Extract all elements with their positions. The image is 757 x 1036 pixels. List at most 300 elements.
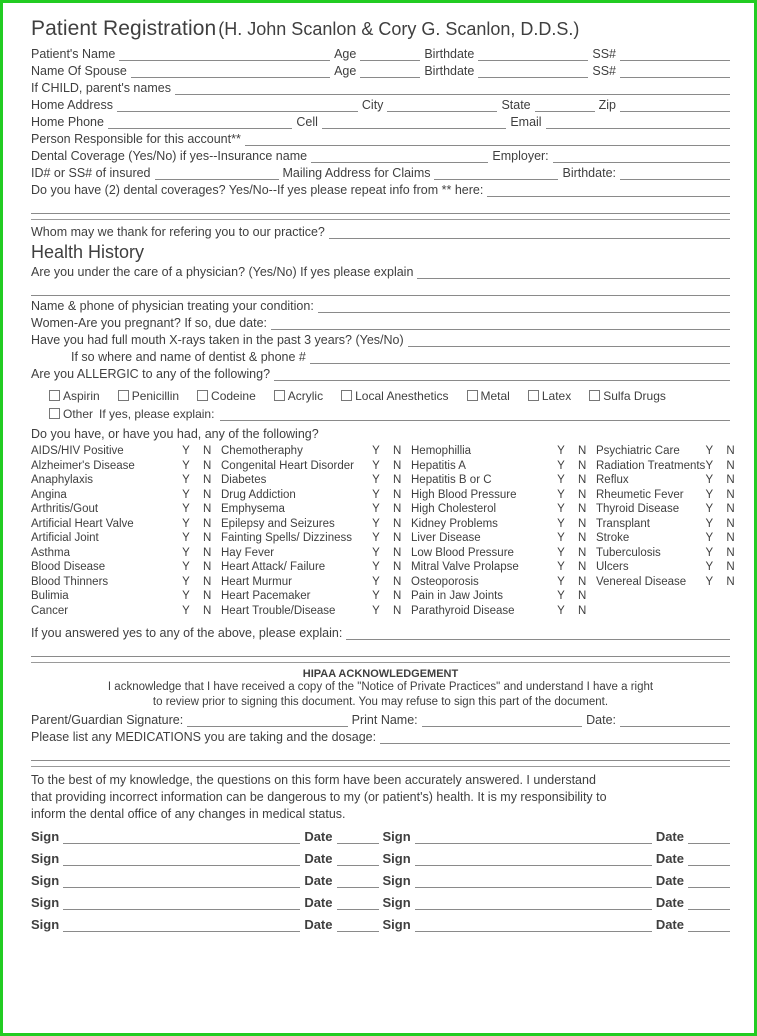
xrays-input[interactable] — [408, 333, 730, 347]
yes-option[interactable]: Y — [182, 561, 190, 573]
condition-yes-no[interactable] — [705, 517, 744, 532]
condition-row[interactable] — [221, 444, 411, 459]
ssn-input[interactable] — [620, 47, 730, 61]
condition-yes-no[interactable] — [372, 444, 411, 459]
condition-row[interactable] — [31, 560, 221, 575]
condition-yes-no[interactable] — [372, 546, 411, 561]
zip-input[interactable] — [620, 98, 730, 112]
condition-yes-no[interactable] — [557, 604, 596, 619]
condition-yes-no[interactable] — [372, 473, 411, 488]
condition-row[interactable] — [31, 502, 221, 517]
condition-row[interactable] — [31, 546, 221, 561]
condition-yes-no[interactable] — [372, 589, 411, 604]
condition-yes-no[interactable] — [182, 473, 221, 488]
yes-option[interactable]: Y — [705, 517, 714, 530]
no-option[interactable]: N — [393, 561, 402, 573]
condition-yes-no[interactable] — [372, 560, 411, 575]
home-phone-label: Home Phone — [31, 115, 104, 129]
condition-yes-no[interactable] — [182, 604, 221, 619]
condition-yes-no[interactable] — [557, 589, 596, 604]
home-phone-input[interactable] — [108, 115, 292, 129]
condition-row[interactable] — [31, 604, 221, 619]
yes-option[interactable]: Y — [557, 604, 565, 617]
physician-care-input[interactable] — [417, 265, 730, 279]
no-option[interactable]: N — [726, 517, 735, 530]
condition-name: Transplant — [596, 517, 650, 530]
checkbox-icon[interactable] — [467, 390, 478, 401]
allergy-explain-input[interactable] — [220, 407, 730, 421]
email-label: Email — [510, 115, 542, 129]
condition-row[interactable] — [596, 531, 744, 546]
age-input[interactable] — [360, 47, 420, 61]
no-option[interactable]: N — [203, 546, 212, 559]
two-coverages-input[interactable] — [487, 183, 730, 197]
condition-yes-no[interactable] — [372, 517, 411, 532]
two-coverages-input-2[interactable] — [31, 200, 730, 214]
yes-option[interactable]: Y — [557, 546, 565, 559]
condition-row[interactable] — [221, 531, 411, 546]
date-input[interactable] — [337, 873, 379, 888]
signature-input[interactable] — [415, 829, 652, 844]
referral-input[interactable] — [329, 225, 730, 239]
condition-row[interactable] — [221, 589, 411, 604]
no-option[interactable]: N — [393, 474, 402, 486]
yes-option[interactable]: Y — [372, 532, 380, 544]
no-option[interactable]: N — [578, 575, 587, 588]
signature-input[interactable] — [63, 873, 300, 888]
condition-yes-no[interactable] — [182, 575, 221, 590]
condition-name: Heart Murmur — [221, 575, 292, 588]
condition-yes-no[interactable] — [372, 531, 411, 546]
no-option[interactable]: N — [578, 517, 587, 530]
condition-yes-no[interactable] — [372, 575, 411, 590]
date-label: Date — [304, 895, 333, 910]
date-input[interactable] — [688, 895, 730, 910]
condition-row[interactable] — [596, 488, 744, 503]
insured-birthdate-input[interactable] — [620, 166, 730, 180]
no-option[interactable]: N — [393, 546, 402, 559]
checkbox-icon[interactable] — [49, 408, 60, 419]
no-option[interactable]: N — [203, 459, 212, 472]
insured-id-input[interactable] — [155, 166, 279, 180]
no-option[interactable]: N — [578, 459, 587, 472]
condition-row[interactable] — [31, 575, 221, 590]
cell-input[interactable] — [322, 115, 506, 129]
allergy-penicillin[interactable] — [118, 389, 179, 403]
condition-row[interactable] — [411, 560, 596, 575]
condition-name: Artificial Joint — [31, 532, 99, 544]
signature-input[interactable] — [63, 851, 300, 866]
spouse-birthdate-input[interactable] — [478, 64, 588, 78]
condition-yes-no[interactable] — [557, 473, 596, 488]
condition-row[interactable] — [596, 517, 744, 532]
two-coverages-label: Do you have (2) dental coverages? Yes/No--If yes please repeat info from ** here: — [31, 183, 484, 197]
condition-yes-no[interactable] — [705, 546, 744, 561]
condition-yes-no[interactable] — [557, 488, 596, 503]
condition-yes-no[interactable] — [705, 560, 744, 575]
condition-row[interactable] — [411, 473, 596, 488]
yes-option[interactable]: Y — [182, 590, 190, 602]
yes-option[interactable]: Y — [372, 488, 380, 501]
signature-input[interactable] — [415, 917, 652, 932]
condition-yes-no[interactable] — [182, 488, 221, 503]
yes-option[interactable]: Y — [182, 488, 190, 501]
pregnant-due-date-input[interactable] — [271, 316, 730, 330]
yes-option[interactable]: Y — [705, 532, 714, 544]
condition-row[interactable] — [221, 575, 411, 590]
condition-yes-no[interactable] — [557, 517, 596, 532]
xrays-dentist-input[interactable] — [310, 350, 730, 364]
checkbox-icon[interactable] — [341, 390, 352, 401]
allergic-input[interactable] — [274, 367, 730, 381]
yes-option[interactable]: Y — [372, 503, 380, 515]
patient-name-row — [31, 47, 730, 61]
hipaa-date-input[interactable] — [620, 713, 730, 727]
condition-row[interactable] — [221, 502, 411, 517]
condition-yes-no[interactable] — [557, 575, 596, 590]
condition-yes-no[interactable] — [557, 459, 596, 474]
condition-yes-no[interactable] — [705, 531, 744, 546]
date-input[interactable] — [337, 851, 379, 866]
yes-option[interactable]: Y — [182, 604, 190, 617]
condition-name: Hepatitis B or C — [411, 474, 492, 486]
yes-option[interactable]: Y — [182, 474, 190, 486]
condition-yes-no[interactable] — [705, 575, 744, 590]
condition-row[interactable] — [411, 444, 596, 459]
yes-option[interactable]: Y — [705, 546, 714, 559]
condition-name: Chemotheraphy — [221, 445, 303, 457]
yes-option[interactable]: Y — [557, 517, 565, 530]
email-input[interactable] — [546, 115, 730, 129]
condition-row[interactable] — [221, 517, 411, 532]
condition-row[interactable] — [31, 473, 221, 488]
yes-option[interactable]: Y — [557, 474, 565, 486]
yes-option[interactable]: Y — [705, 503, 714, 515]
no-option[interactable]: N — [203, 474, 212, 486]
allergy-sulfa-drugs[interactable] — [589, 389, 666, 403]
condition-yes-no[interactable] — [705, 444, 744, 459]
signature-input[interactable] — [63, 829, 300, 844]
signature-input[interactable] — [415, 873, 652, 888]
no-option[interactable]: N — [726, 561, 735, 573]
checkbox-icon[interactable] — [589, 390, 600, 401]
yes-option[interactable]: Y — [557, 488, 565, 501]
condition-row[interactable] — [411, 531, 596, 546]
condition-name: Cancer — [31, 604, 69, 617]
no-option[interactable]: N — [726, 488, 735, 501]
employer-label: Employer: — [492, 149, 549, 163]
no-option[interactable]: N — [578, 488, 587, 501]
condition-yes-no[interactable] — [557, 560, 596, 575]
no-option[interactable]: N — [393, 459, 402, 472]
condition-row[interactable] — [596, 560, 744, 575]
medications-input-2[interactable] — [31, 747, 730, 761]
checkbox-icon[interactable] — [49, 390, 60, 401]
condition-yes-no[interactable] — [705, 488, 744, 503]
condition-row[interactable] — [596, 546, 744, 561]
yes-option[interactable]: Y — [372, 546, 380, 559]
condition-name: Low Blood Pressure — [411, 546, 514, 559]
condition-row[interactable] — [596, 575, 744, 590]
physician-care-input-2[interactable] — [31, 282, 730, 296]
condition-yes-no[interactable] — [705, 502, 744, 517]
physician-name-label: Name & phone of physician treating your condition: — [31, 299, 314, 313]
no-option[interactable]: N — [578, 445, 587, 457]
condition-yes-no[interactable] — [182, 546, 221, 561]
condition-row[interactable] — [221, 488, 411, 503]
no-option[interactable]: N — [393, 575, 402, 588]
no-option[interactable]: N — [578, 546, 587, 559]
yes-option[interactable]: Y — [372, 445, 380, 457]
conditions-explain-input[interactable] — [346, 626, 730, 640]
allergy-other-label: Other — [63, 407, 94, 421]
condition-yes-no[interactable] — [557, 531, 596, 546]
divider-registration — [31, 219, 730, 220]
condition-row[interactable] — [596, 459, 744, 474]
date-input[interactable] — [688, 851, 730, 866]
allergic-row — [31, 367, 730, 381]
condition-row[interactable] — [411, 517, 596, 532]
no-option[interactable]: N — [726, 445, 735, 457]
condition-row[interactable] — [221, 473, 411, 488]
signature-input[interactable] — [63, 895, 300, 910]
no-option[interactable]: N — [393, 590, 402, 602]
condition-yes-no[interactable] — [557, 546, 596, 561]
condition-row[interactable] — [221, 459, 411, 474]
condition-row[interactable] — [31, 488, 221, 503]
no-option[interactable]: N — [203, 517, 212, 530]
no-option[interactable]: N — [203, 445, 212, 457]
yes-option[interactable]: Y — [182, 503, 190, 515]
allergy-label: Sulfa Drugs — [603, 389, 666, 403]
mailing-address-input[interactable] — [434, 166, 558, 180]
allergy-acrylic[interactable] — [274, 389, 323, 403]
no-option[interactable]: N — [203, 590, 212, 602]
condition-row[interactable] — [31, 459, 221, 474]
yes-option[interactable]: Y — [372, 474, 380, 486]
yes-option[interactable]: Y — [372, 590, 380, 602]
yes-option[interactable]: Y — [557, 561, 565, 573]
birthdate-input[interactable] — [478, 47, 588, 61]
condition-name: Emphysema — [221, 503, 285, 515]
no-option[interactable]: N — [393, 445, 402, 457]
condition-yes-no[interactable] — [182, 531, 221, 546]
condition-yes-no[interactable] — [372, 488, 411, 503]
no-option[interactable]: N — [726, 474, 735, 486]
condition-yes-no[interactable] — [557, 444, 596, 459]
no-option[interactable]: N — [578, 561, 587, 573]
yes-option[interactable]: Y — [705, 459, 714, 472]
checkbox-icon[interactable] — [197, 390, 208, 401]
no-option[interactable]: N — [393, 604, 402, 617]
guardian-signature-input[interactable] — [187, 713, 347, 727]
date-input[interactable] — [337, 895, 379, 910]
allergy-codeine[interactable] — [197, 389, 256, 403]
no-option[interactable]: N — [393, 488, 402, 501]
condition-yes-no[interactable] — [372, 459, 411, 474]
spouse-age-input[interactable] — [360, 64, 420, 78]
no-option[interactable]: N — [578, 503, 587, 515]
condition-row[interactable] — [411, 575, 596, 590]
no-option[interactable]: N — [203, 575, 212, 588]
no-option[interactable]: N — [578, 474, 587, 486]
condition-row[interactable] — [221, 546, 411, 561]
date-label: Date — [304, 917, 333, 932]
date-input[interactable] — [688, 873, 730, 888]
condition-row[interactable] — [31, 589, 221, 604]
no-option[interactable]: N — [393, 503, 402, 515]
condition-yes-no[interactable] — [182, 502, 221, 517]
condition-name: Artificial Heart Valve — [31, 517, 134, 530]
date-input[interactable] — [337, 917, 379, 932]
conditions-explain-input-2[interactable] — [31, 643, 730, 657]
condition-row[interactable] — [221, 604, 411, 619]
employer-input[interactable] — [553, 149, 730, 163]
child-parents-input[interactable] — [175, 81, 730, 95]
yes-option[interactable]: Y — [705, 575, 714, 588]
condition-name: Blood Thinners — [31, 575, 109, 588]
condition-yes-no[interactable] — [182, 589, 221, 604]
condition-row[interactable] — [411, 604, 596, 619]
condition-name: Psychiatric Care — [596, 445, 680, 457]
condition-row[interactable] — [221, 560, 411, 575]
condition-yes-no[interactable] — [372, 604, 411, 619]
spouse-ssn-input[interactable] — [620, 64, 730, 78]
state-input[interactable] — [535, 98, 595, 112]
condition-row[interactable] — [596, 502, 744, 517]
spouse-label: Name Of Spouse — [31, 64, 127, 78]
yes-option[interactable]: Y — [182, 459, 190, 472]
signature-input[interactable] — [63, 917, 300, 932]
condition-row[interactable] — [411, 589, 596, 604]
home-address-input[interactable] — [117, 98, 358, 112]
allergy-latex[interactable] — [528, 389, 571, 403]
condition-row[interactable] — [596, 473, 744, 488]
yes-option[interactable]: Y — [182, 532, 190, 544]
allergy-metal[interactable] — [467, 389, 510, 403]
condition-name: Parathyroid Disease — [411, 604, 515, 617]
checkbox-icon[interactable] — [274, 390, 285, 401]
no-option[interactable]: N — [393, 532, 402, 544]
patient-name-input[interactable] — [119, 47, 330, 61]
no-option[interactable]: N — [726, 503, 735, 515]
no-option[interactable]: N — [726, 546, 735, 559]
yes-option[interactable]: Y — [557, 459, 565, 472]
signature-input[interactable] — [415, 895, 652, 910]
checkbox-icon[interactable] — [528, 390, 539, 401]
physician-name-input[interactable] — [318, 299, 730, 313]
insurance-name-input[interactable] — [311, 149, 488, 163]
yes-option[interactable]: Y — [557, 575, 565, 588]
condition-name: High Cholesterol — [411, 503, 497, 515]
no-option[interactable]: N — [203, 604, 212, 617]
city-input[interactable] — [387, 98, 497, 112]
condition-row[interactable] — [31, 517, 221, 532]
print-name-input[interactable] — [422, 713, 582, 727]
condition-yes-no[interactable] — [557, 502, 596, 517]
yes-option[interactable]: Y — [372, 517, 380, 530]
yes-option[interactable]: Y — [705, 474, 714, 486]
condition-row[interactable] — [31, 531, 221, 546]
date-label: Date — [304, 873, 333, 888]
condition-row[interactable] — [596, 444, 744, 459]
spouse-name-input[interactable] — [131, 64, 330, 78]
yes-option[interactable]: Y — [372, 561, 380, 573]
responsible-input[interactable] — [245, 132, 730, 146]
no-option[interactable]: N — [578, 532, 587, 544]
date-input[interactable] — [688, 917, 730, 932]
no-option[interactable]: N — [726, 459, 735, 472]
condition-row[interactable] — [411, 502, 596, 517]
yes-option[interactable]: Y — [372, 575, 380, 588]
condition-yes-no[interactable] — [182, 459, 221, 474]
yes-option[interactable]: Y — [182, 546, 190, 559]
condition-yes-no[interactable] — [705, 473, 744, 488]
dental-coverage-label: Dental Coverage (Yes/No) if yes--Insurance name — [31, 149, 308, 163]
physician-care-row — [31, 265, 730, 279]
medications-input[interactable] — [380, 730, 730, 744]
condition-yes-no[interactable] — [182, 444, 221, 459]
allergy-other[interactable] — [49, 407, 93, 421]
allergy-label: Metal — [480, 389, 510, 403]
xrays-dentist-row — [31, 350, 730, 364]
checkbox-icon[interactable] — [118, 390, 129, 401]
condition-row[interactable] — [31, 444, 221, 459]
condition-yes-no[interactable] — [182, 560, 221, 575]
signature-input[interactable] — [415, 851, 652, 866]
date-input[interactable] — [337, 829, 379, 844]
yes-option[interactable]: Y — [705, 488, 714, 501]
condition-row[interactable] — [411, 546, 596, 561]
allergy-label: Latex — [541, 389, 572, 403]
condition-yes-no[interactable] — [372, 502, 411, 517]
no-option[interactable]: N — [203, 503, 212, 515]
no-option[interactable]: N — [203, 532, 212, 544]
conditions-grid — [31, 444, 735, 618]
no-option[interactable]: N — [726, 575, 735, 588]
condition-row[interactable] — [411, 459, 596, 474]
yes-option[interactable]: Y — [182, 445, 190, 457]
pregnant-row — [31, 316, 730, 330]
no-option[interactable]: N — [393, 517, 402, 530]
condition-row[interactable] — [411, 488, 596, 503]
condition-yes-no[interactable] — [705, 459, 744, 474]
yes-option[interactable]: Y — [557, 445, 565, 457]
condition-yes-no[interactable] — [182, 517, 221, 532]
no-option[interactable]: N — [578, 604, 587, 617]
allergy-aspirin[interactable] — [49, 389, 100, 403]
yes-option[interactable]: Y — [557, 503, 565, 515]
date-input[interactable] — [688, 829, 730, 844]
no-option[interactable]: N — [578, 590, 587, 602]
physician-care-label: Are you under the care of a physician? (Yes/No) If yes please explain — [31, 265, 414, 279]
no-option[interactable]: N — [726, 532, 735, 544]
yes-option[interactable]: Y — [182, 575, 190, 588]
yes-option[interactable]: Y — [372, 604, 380, 617]
yes-option[interactable]: Y — [372, 459, 380, 472]
home-phone-row — [31, 115, 730, 129]
yes-option[interactable]: Y — [182, 517, 190, 530]
yes-option[interactable]: Y — [557, 590, 565, 602]
allergy-local-anesthetics[interactable] — [341, 389, 448, 403]
no-option[interactable]: N — [203, 561, 212, 573]
yes-option[interactable]: Y — [705, 561, 714, 573]
practice-name: (H. John Scanlon & Cory G. Scanlon, D.D.S.) — [218, 19, 580, 39]
yes-option[interactable]: Y — [557, 532, 565, 544]
condition-name: Rheumetic Fever — [596, 488, 684, 501]
yes-option[interactable]: Y — [705, 445, 714, 457]
no-option[interactable]: N — [203, 488, 212, 501]
